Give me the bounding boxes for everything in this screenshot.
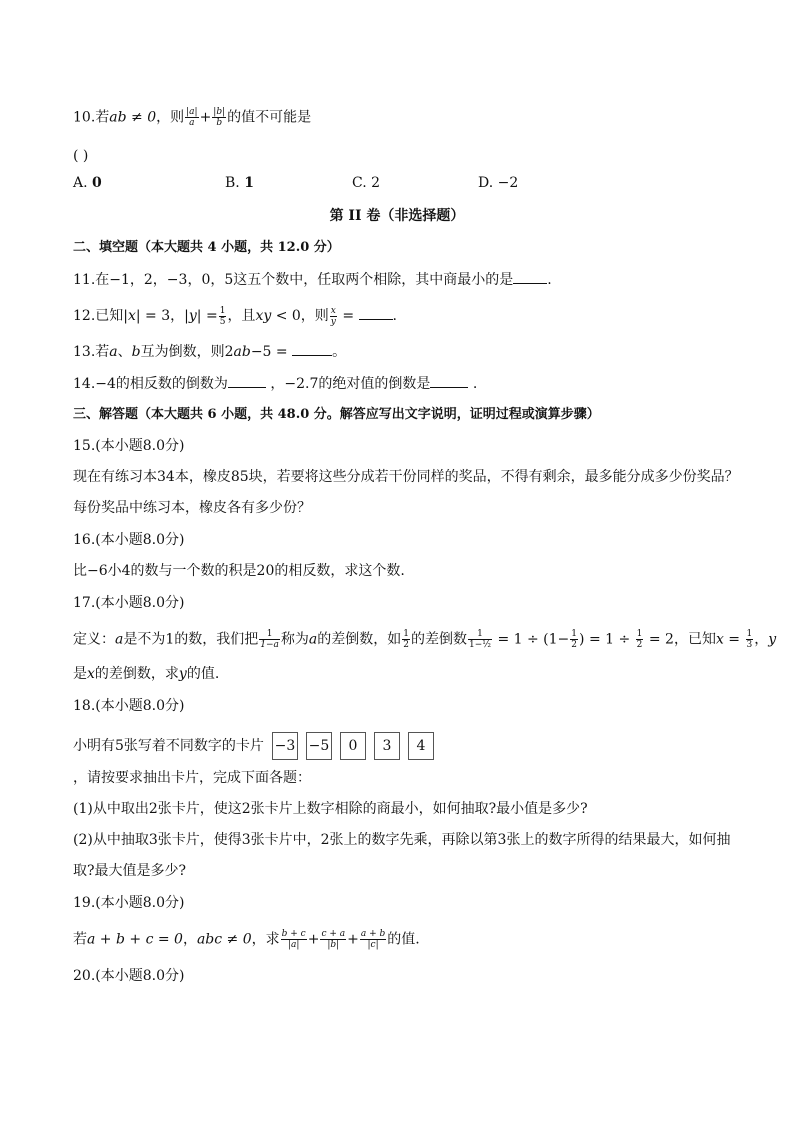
q10-condition: ab ≠ 0 — [109, 109, 157, 126]
q17-heading: 17.(本小题8.0分) — [73, 595, 185, 611]
q12-fraction-xy: $\frac{x}{y}$ — [330, 305, 336, 327]
answer-blank — [292, 341, 332, 356]
q18-part2: (2)从中抽取3张卡片，使得3张卡片中，2张上的数字先乘，再除以第3张上的数字所得的结果最大，如何抽 — [73, 832, 731, 848]
q19-fraction: $\frac{c + a}{|b|}$ — [321, 929, 346, 950]
q19-fraction: $\frac{a + b}{|c|}$ — [360, 929, 386, 950]
q10-stem — [73, 107, 311, 128]
q17-line1: 定义：a是不为1的数，我们把 $\frac{1}{1-a}$ 称为a的差倒数，如 $\frac{1}{2}$ 的差倒数 $\frac{1}{\text{1−½}}$ = 1 ÷ (1− $\frac{1}{2}$ ) = 1 ÷ $\frac{1}{2}$ = 2，已知x = $\frac{1}{3}$ ，y — [73, 629, 777, 650]
q17-line2: 是x的差倒数，求y的值. — [73, 666, 220, 682]
q10-option-b: B. 1 — [225, 175, 254, 191]
answer-blank — [430, 373, 468, 388]
answer-blank — [513, 269, 547, 284]
q10-fraction-b: $\frac{|b|}{b}$ — [213, 107, 226, 128]
answer-blank — [359, 305, 393, 320]
q15-heading: 15.(本小题8.0分) — [73, 438, 185, 454]
q19-fraction: $\frac{b + c}{|a|}$ — [281, 929, 306, 950]
part2-title: 第 II 卷（非选择题） — [329, 208, 465, 224]
q18-intro: 小明有5张写着不同数字的卡片 −3 −5 0 3 4 — [73, 732, 434, 760]
q18-heading: 18.(本小题8.0分) — [73, 698, 185, 714]
q10-text: 若 — [95, 109, 110, 126]
q10-option-c: C. 2 — [352, 175, 381, 191]
q10-option-d: D. −2 — [478, 175, 519, 191]
q17-fraction: $\frac{1}{2}$ — [403, 629, 410, 650]
number-card: 3 — [374, 732, 400, 760]
q17-fraction: $\frac{1}{3}$ — [746, 629, 753, 650]
q18-part2-cont: 取?最大值是多少? — [73, 863, 187, 879]
q13: 13.若a、b互为倒数，则2ab−5 = 。 — [73, 341, 346, 362]
q10-paren: ( ) — [73, 148, 89, 164]
section-fill-blank-heading: 二、填空题（本大题共 4 小题，共 12.0 分） — [73, 240, 340, 255]
section-solution-heading: 三、解答题（本大题共 6 小题，共 48.0 分。解答应写出文字说明，证明过程或演算步骤） — [73, 407, 600, 422]
q10-text: ，则 — [156, 109, 185, 126]
number-card: −3 — [272, 732, 298, 760]
q17-fraction: $\frac{1}{\text{1−½}}$ — [469, 629, 492, 650]
q16-heading: 16.(本小题8.0分) — [73, 532, 185, 548]
q14: 14.−4的相反数的倒数为 ，−2.7的绝对值的倒数是 . — [73, 373, 477, 394]
q10-text: 的值不可能是 — [227, 109, 312, 126]
q10-plus: + — [199, 109, 212, 126]
q15-line1: 现在有练习本34本，橡皮85块，若要将这些分成若干份同样的奖品，不得有剩余，最多能分成多少份奖品？ — [73, 469, 739, 485]
q17-fraction: $\frac{1}{2}$ — [571, 629, 578, 650]
q10-number: 10. — [73, 109, 96, 126]
q17-fraction: $\frac{1}{2}$ — [636, 629, 643, 650]
q12-fraction: $\frac{1}{5}$ — [219, 305, 226, 327]
answer-blank — [228, 373, 266, 388]
q10-option-a: A. 0 — [73, 175, 102, 191]
number-card: −5 — [306, 732, 332, 760]
q11: 11.在−1，2，−3，0，5这五个数中，任取两个相除，其中商最小的是 . — [73, 269, 552, 290]
q19-line1: 若a + b + c = 0，abc ≠ 0，求 $\frac{b + c}{|a|}$ + $\frac{c + a}{|b|}$ + $\frac{a + b}{|c|}$ 的值. — [73, 929, 420, 950]
q18-part1: (1)从中取出2张卡片，使这2张卡片上数字相除的商最小，如何抽取?最小值是多少? — [73, 801, 588, 817]
q10-fraction-a: $\frac{|a|}{a}$ — [186, 107, 198, 128]
q20-heading: 20.(本小题8.0分) — [73, 968, 185, 984]
q18-instruction: ，请按要求抽出卡片，完成下面各题： — [73, 770, 311, 786]
q16-line1: 比−6小4的数与一个数的积是20的相反数，求这个数. — [73, 563, 405, 579]
q15-line2: 每份奖品中练习本，橡皮各有多少份？ — [73, 500, 311, 516]
q19-heading: 19.(本小题8.0分) — [73, 895, 185, 911]
q12: 12.已知|x| = 3，|y| = $\frac{1}{5}$ ，且xy < 0，则 $\frac{x}{y}$ = . — [73, 305, 397, 327]
number-card: 4 — [408, 732, 434, 760]
number-card: 0 — [340, 732, 366, 760]
q17-fraction: $\frac{1}{1-a}$ — [260, 629, 279, 650]
